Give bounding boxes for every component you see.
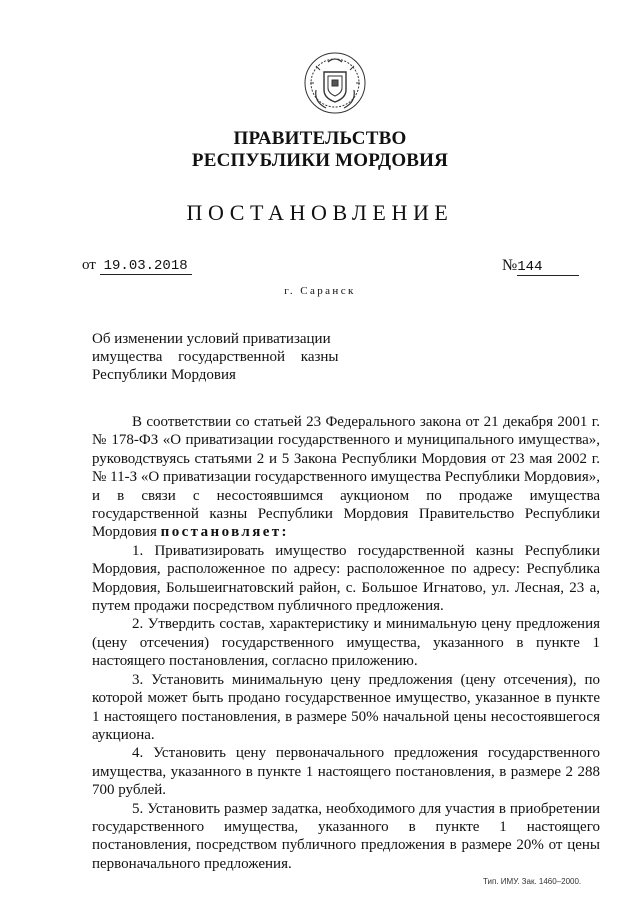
subject-line: имущества государственной казны (92, 349, 339, 365)
number-value: 144 (517, 260, 579, 276)
date-prefix: от (82, 257, 96, 273)
government-title-line2: РЕСПУБЛИКИ МОРДОВИЯ (191, 150, 449, 171)
intro-text: В соответствии со статьей 23 Федерального закона от 21 декабря 2001 г. № 178-ФЗ «О приватизации государственного и муниципального имущества», руководствуясь статьями 2 и 5 Закона Республики Мордовия от 23 мая 2002 г. № 11-З «О приватизации государственного имущества Республики Мордовия», и в связи с несостоявшимся аукционом по продаже имущества государственной казны Республики Мордовия Правительство Республики Мордовия (92, 414, 600, 541)
print-footer: Тип. ИМУ. Зак. 1460–2000. (483, 877, 582, 886)
subject-line: Республики Мордовия (92, 367, 236, 383)
subject-block (92, 330, 352, 384)
number-prefix: № (502, 257, 518, 274)
coat-of-arms-icon (302, 50, 368, 116)
city-label: г. Саранск (284, 285, 356, 297)
number-field (502, 257, 579, 276)
clause-5: 5. Установить размер задатка, необходимого для участия в приобретении государственного имущества, указанного в пункте 1 настоящего постановления, посредством публичного предложения в размере 20% от цены первоначального предложения. (92, 800, 600, 872)
document-body (92, 413, 600, 873)
clause-1: 1. Приватизировать имущество государственной казны Республики Мордовия, расположенное по адресу: расположенное по адресу: Республика Мордовия, Большеигнатовский район, с. Большое Игнатово, ул. Лесная, 23 а, путем продажи посредством публичного предложения. (92, 542, 600, 615)
clause-2: 2. Утвердить состав, характеристику и минимальную цену предложения (цену отсечения) государственного имущества, указанного в пункте 1 настоящего постановления, согласно приложению. (92, 616, 600, 670)
clause-4: 4. Установить цену первоначального предложения государственного имущества, указанного в пункте 1 настоящего постановления, в размере 2 288 700 рублей. (92, 745, 600, 799)
clause-3: 3. Установить минимальную цену предложения (цену отсечения), по которой может быть продано государственное имущество, указанное в пункте 1 настоящего постановления, в размере 50% начальной цены несостоявшегося аукциона. (92, 671, 600, 743)
document-type: ПОСТАНОВЛЕНИЕ (186, 200, 454, 225)
government-title-line1: ПРАВИТЕЛЬСТВО (233, 128, 407, 149)
decree-word: постановляет: (160, 524, 289, 541)
subject-line: Об изменении условий приватизации (92, 331, 331, 347)
date-value: 19.03.2018 (100, 259, 192, 275)
intro-paragraph (92, 413, 600, 542)
date-field (82, 257, 192, 275)
